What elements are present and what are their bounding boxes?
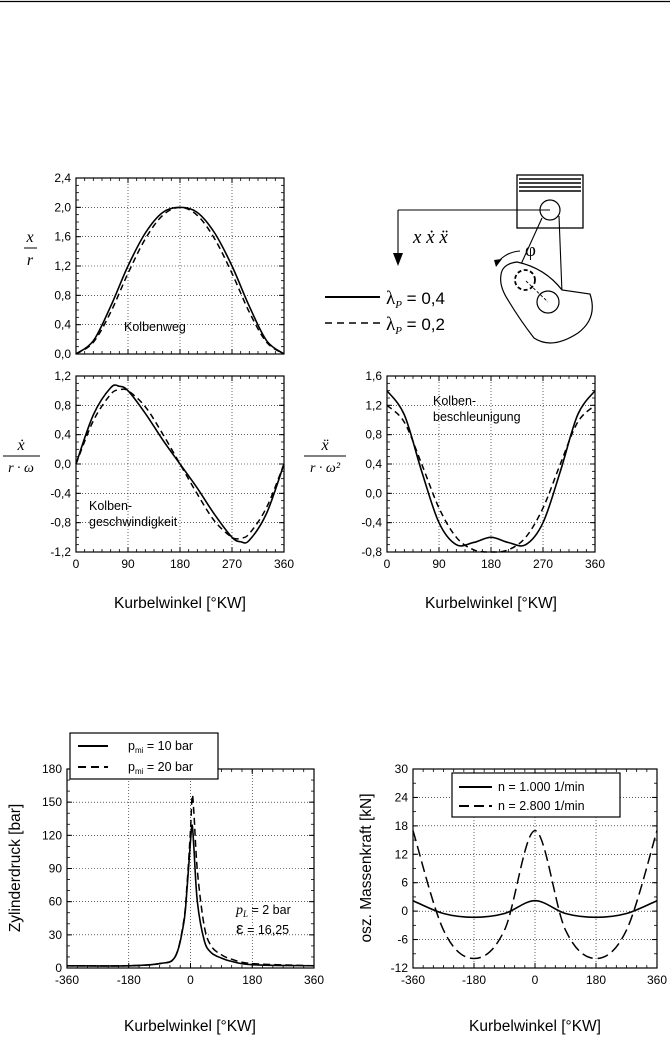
y-tick-label: 150 (41, 795, 62, 810)
x-tick-label: 0 (72, 557, 80, 571)
y-tick-label: 0,4 (365, 457, 382, 471)
x-tick-label: 90 (121, 557, 135, 571)
x-tick-labels (384, 557, 606, 571)
legend-label-lambda-04: $\lambda_P = 0,4$ (386, 288, 445, 311)
y-label-numerator: x (26, 229, 34, 246)
y-tick-label: 12 (394, 847, 408, 862)
y-tick-label: -12 (390, 961, 408, 975)
x-tick-labels (55, 973, 324, 987)
x-tick-label: 360 (273, 557, 295, 571)
y-label-numerator: ẍ (321, 437, 329, 454)
y-tick-label: 2,4 (54, 171, 71, 185)
x-tick-label: 270 (532, 557, 554, 571)
x-tick-label: 180 (585, 973, 607, 987)
y-tick-labels (361, 369, 382, 559)
y-tick-label: -6 (397, 932, 408, 947)
y-tick-label: 6 (401, 875, 408, 890)
y-tick-label: 0 (55, 961, 62, 975)
y-tick-label: -1,2 (50, 545, 71, 559)
y-tick-label: 0,8 (365, 427, 382, 442)
legend-label-2800: n = 2.800 1/min (498, 799, 585, 813)
annotation-pl: $p_L = 2$ bar (236, 903, 291, 919)
y-tick-label: 30 (394, 762, 408, 776)
x-axis-label: Kurbelwinkel [°KW] (469, 1018, 601, 1035)
x-tick-label: 180 (242, 973, 263, 987)
x-axis-label: Kurbelwinkel [°KW] (114, 595, 246, 612)
chart-massenkraft (358, 762, 667, 1035)
y-tick-label: 1,6 (365, 369, 382, 383)
series-line-solid (413, 901, 657, 918)
y-label-numerator: ẋ (17, 437, 25, 454)
y-tick-label: 0,4 (54, 317, 71, 332)
chart-kolbengeschwindigkeit (3, 369, 294, 612)
y-tick-label: 180 (41, 762, 62, 776)
y-tick-label: 0,8 (54, 288, 71, 303)
x-tick-label: 270 (221, 557, 243, 571)
x-axis-label: Kurbelwinkel [°KW] (124, 1018, 256, 1035)
grid (67, 769, 314, 968)
y-tick-label: 24 (394, 790, 408, 805)
x-tick-label: -360 (54, 973, 80, 987)
y-tick-label: 1,2 (54, 369, 71, 383)
x-tick-label: -360 (400, 973, 426, 987)
crank-pin (515, 270, 535, 290)
x-tick-label: -180 (461, 973, 487, 987)
annotation-line2: geschwindigkeit (89, 515, 178, 529)
y-tick-label: 1,2 (365, 398, 382, 413)
x-tick-labels (73, 557, 295, 571)
y-tick-label: 1,2 (54, 259, 71, 273)
y-tick-label: -0,4 (361, 515, 382, 530)
annotation-line2: beschleunigung (433, 410, 521, 424)
y-tick-label: 0,0 (54, 457, 71, 471)
x-tick-label: 180 (169, 557, 191, 571)
y-label-denominator: r · ω (8, 461, 34, 476)
direction-arrow-head (393, 253, 403, 266)
x-tick-label: 0 (383, 557, 391, 571)
y-tick-labels (50, 369, 71, 559)
y-tick-label: 0,8 (54, 398, 71, 413)
annotation-kolbenweg: Kolbenweg (124, 320, 186, 334)
y-tick-label: 60 (48, 894, 62, 909)
y-tick-label: -0,4 (50, 486, 71, 501)
y-tick-label: -0,8 (50, 515, 71, 530)
x-tick-label: 0 (531, 973, 539, 987)
annotation-line1: Kolben- (89, 499, 133, 513)
legend-label-1000: n = 1.000 1/min (498, 780, 585, 794)
y-tick-label: 0 (401, 904, 408, 919)
chart-kolbenbeschleunigung (304, 369, 605, 612)
legend-label-lambda-02: $\lambda_P = 0,2$ (386, 314, 445, 337)
legend-label-20bar: $p_{mi} = 20$ bar (128, 760, 194, 776)
angle-symbol: φ (525, 240, 536, 261)
y-tick-label: 0,0 (365, 486, 382, 501)
x-tick-label: 360 (584, 557, 606, 571)
legend-label-10bar: $p_{mi} = 10$ bar (128, 739, 194, 755)
y-tick-label: -0,8 (361, 545, 382, 559)
chart-kolbenweg (24, 171, 284, 361)
y-axis-label: osz. Massenkraft [kN] (358, 793, 375, 943)
annotation-epsilon: ε = 16,25 (236, 919, 290, 938)
y-label-denominator: r · ω² (309, 461, 341, 476)
y-tick-label: 30 (48, 927, 62, 942)
angle-arc (497, 251, 520, 263)
y-tick-label: 1,6 (54, 229, 71, 244)
y-tick-label: 90 (48, 861, 62, 876)
y-tick-label: 18 (394, 818, 408, 833)
x-tick-label: 360 (646, 973, 668, 987)
y-tick-label: 2,0 (54, 200, 71, 215)
y-tick-labels (391, 762, 409, 975)
x-tick-label: 0 (187, 973, 194, 987)
angle-arrow-head (494, 259, 502, 267)
diagram-axis-labels: x ẋ ẍ (413, 227, 448, 248)
x-tick-label: 180 (480, 557, 502, 571)
annotation-line1: Kolben- (433, 394, 477, 408)
x-axis-label: Kurbelwinkel [°KW] (425, 595, 557, 612)
grid (387, 376, 595, 552)
y-tick-label: 0,0 (54, 347, 71, 361)
piston-crank-diagram (325, 175, 592, 343)
y-tick-label: 0,4 (54, 427, 71, 442)
x-tick-label: -180 (116, 973, 141, 987)
y-tick-labels (54, 171, 71, 361)
y-axis-label: Zylinderdruck [bar] (7, 803, 24, 933)
y-label-denominator: r (26, 252, 34, 269)
x-tick-labels (401, 973, 667, 987)
y-tick-labels (42, 762, 62, 975)
y-tick-label: 120 (41, 828, 62, 843)
chart-zylinderdruck (7, 733, 324, 1035)
x-tick-label: 90 (432, 557, 446, 571)
x-tick-label: 360 (303, 973, 325, 987)
